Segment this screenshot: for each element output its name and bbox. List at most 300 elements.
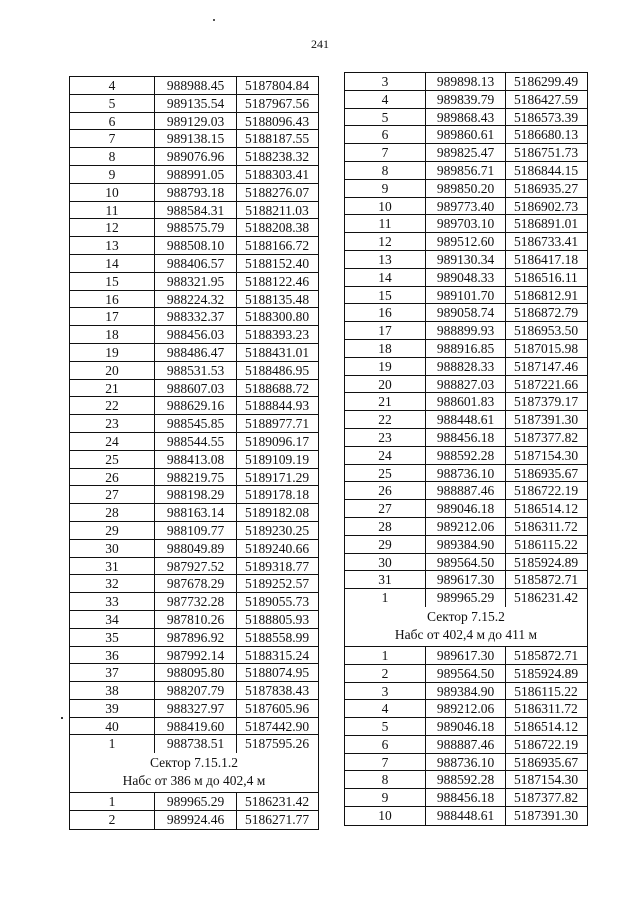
x-coordinate-cell: 987896.92 xyxy=(154,629,236,646)
table-row xyxy=(345,251,587,269)
rows-bottom xyxy=(345,647,587,825)
table-row xyxy=(345,340,587,358)
left-coordinates-table xyxy=(69,76,319,830)
y-coordinate-cell: 5188166.72 xyxy=(236,237,317,254)
x-coordinate-cell: 987810.26 xyxy=(154,611,236,628)
y-coordinate-cell: 5187154.30 xyxy=(505,771,586,788)
x-coordinate-cell: 989825.47 xyxy=(425,144,505,161)
x-coordinate-cell: 989850.20 xyxy=(425,180,505,197)
y-coordinate-cell: 5186680.13 xyxy=(505,126,586,143)
table-row xyxy=(345,144,587,162)
table-row xyxy=(70,130,318,148)
y-coordinate-cell: 5186514.12 xyxy=(505,718,586,735)
x-coordinate-cell: 988545.85 xyxy=(154,415,236,432)
y-coordinate-cell: 5189096.17 xyxy=(236,433,317,450)
point-number-cell: 28 xyxy=(105,505,119,521)
x-coordinate-cell: 988887.46 xyxy=(425,482,505,499)
section-subtitle: Набс от 402,4 м до 411 м xyxy=(394,626,538,642)
y-coordinate-cell: 5189171.29 xyxy=(236,469,317,486)
x-coordinate-cell: 989138.15 xyxy=(154,130,236,147)
point-number-cell: 29 xyxy=(105,522,119,538)
y-coordinate-cell: 5186844.15 xyxy=(505,162,586,179)
point-number-cell: 14 xyxy=(378,269,392,285)
x-coordinate-cell: 988095.80 xyxy=(154,664,236,681)
table-row xyxy=(70,718,318,736)
x-coordinate-cell: 989856.71 xyxy=(425,162,505,179)
y-coordinate-cell: 5187377.82 xyxy=(505,789,586,806)
x-coordinate-cell: 989512.60 xyxy=(425,233,505,250)
x-coordinate-cell: 987927.52 xyxy=(154,558,236,575)
table-row xyxy=(70,793,318,811)
table-row xyxy=(345,754,587,772)
table-row xyxy=(70,486,318,504)
section-heading xyxy=(70,753,318,793)
table-row xyxy=(345,287,587,305)
table-row xyxy=(70,540,318,558)
point-number-cell: 13 xyxy=(378,251,392,267)
table-row xyxy=(345,807,587,825)
x-coordinate-cell: 988198.29 xyxy=(154,486,236,503)
point-number-cell: 22 xyxy=(105,398,119,414)
table-row xyxy=(70,326,318,344)
table-row xyxy=(70,700,318,718)
point-number-cell: 19 xyxy=(105,344,119,360)
point-number-cell: 5 xyxy=(381,719,389,735)
point-number-cell: 2 xyxy=(108,812,116,828)
point-number-cell: 26 xyxy=(378,483,392,499)
table-row xyxy=(345,700,587,718)
x-coordinate-cell: 989773.40 xyxy=(425,198,505,215)
point-number-cell: 31 xyxy=(105,558,119,574)
point-number-cell: 35 xyxy=(105,629,119,645)
point-number-cell: 21 xyxy=(378,394,392,410)
section-title: Сектор 7.15.2 xyxy=(427,608,505,624)
y-coordinate-cell: 5188431.01 xyxy=(236,344,317,361)
y-coordinate-cell: 5187838.43 xyxy=(236,682,317,699)
table-row xyxy=(70,255,318,273)
y-coordinate-cell: 5187154.30 xyxy=(505,447,586,464)
x-coordinate-cell: 989868.43 xyxy=(425,109,505,126)
x-coordinate-cell: 988793.18 xyxy=(154,184,236,201)
table-row xyxy=(345,718,587,736)
point-number-cell: 37 xyxy=(105,665,119,681)
point-number-cell: 6 xyxy=(381,736,389,752)
y-coordinate-cell: 5188211.03 xyxy=(236,202,317,219)
y-coordinate-cell: 5186115.22 xyxy=(505,536,586,553)
y-coordinate-cell: 5188805.93 xyxy=(236,611,317,628)
point-number-cell: 4 xyxy=(381,91,389,107)
x-coordinate-cell: 988486.47 xyxy=(154,344,236,361)
point-number-cell: 33 xyxy=(105,594,119,610)
x-coordinate-cell: 988448.61 xyxy=(425,807,505,825)
x-coordinate-cell: 989130.34 xyxy=(425,251,505,268)
x-coordinate-cell: 988163.14 xyxy=(154,504,236,521)
x-coordinate-cell: 988327.97 xyxy=(154,700,236,717)
x-coordinate-cell: 989384.90 xyxy=(425,683,505,700)
table-row xyxy=(70,148,318,166)
x-coordinate-cell: 987732.28 xyxy=(154,593,236,610)
y-coordinate-cell: 5189182.08 xyxy=(236,504,317,521)
rows-top xyxy=(70,77,318,753)
y-coordinate-cell: 5186902.73 xyxy=(505,198,586,215)
x-coordinate-cell: 988049.89 xyxy=(154,540,236,557)
table-row xyxy=(345,589,587,607)
table-row xyxy=(70,219,318,237)
table-row xyxy=(345,269,587,287)
y-coordinate-cell: 5187391.30 xyxy=(505,411,586,428)
point-number-cell: 40 xyxy=(105,718,119,734)
point-number-cell: 1 xyxy=(108,736,116,752)
table-row xyxy=(345,109,587,127)
point-number-cell: 27 xyxy=(105,487,119,503)
x-coordinate-cell: 989046.18 xyxy=(425,500,505,517)
y-coordinate-cell: 5188096.43 xyxy=(236,113,317,130)
right-coordinates-table xyxy=(344,72,588,826)
scan-speck xyxy=(61,717,63,719)
table-row xyxy=(345,376,587,394)
y-coordinate-cell: 5186231.42 xyxy=(236,793,317,810)
y-coordinate-cell: 5188152.40 xyxy=(236,255,317,272)
table-row xyxy=(345,465,587,483)
table-row xyxy=(70,397,318,415)
x-coordinate-cell: 989965.29 xyxy=(425,589,505,607)
table-row xyxy=(70,575,318,593)
table-row xyxy=(345,482,587,500)
x-coordinate-cell: 989384.90 xyxy=(425,536,505,553)
table-row xyxy=(345,233,587,251)
point-number-cell: 19 xyxy=(378,358,392,374)
scan-speck xyxy=(213,19,215,21)
y-coordinate-cell: 5186891.01 xyxy=(505,215,586,232)
table-row xyxy=(345,736,587,754)
x-coordinate-cell: 988601.83 xyxy=(425,393,505,410)
table-row xyxy=(345,571,587,589)
point-number-cell: 11 xyxy=(378,216,392,232)
x-coordinate-cell: 988419.60 xyxy=(154,718,236,735)
x-coordinate-cell: 988406.57 xyxy=(154,255,236,272)
point-number-cell: 6 xyxy=(108,113,116,129)
y-coordinate-cell: 5187605.96 xyxy=(236,700,317,717)
table-row xyxy=(70,522,318,540)
rows-bottom xyxy=(70,793,318,829)
point-number-cell: 24 xyxy=(105,433,119,449)
x-coordinate-cell: 988592.28 xyxy=(425,447,505,464)
x-coordinate-cell: 988413.08 xyxy=(154,451,236,468)
table-row xyxy=(345,198,587,216)
x-coordinate-cell: 988531.53 xyxy=(154,362,236,379)
table-row xyxy=(70,273,318,291)
y-coordinate-cell: 5187015.98 xyxy=(505,340,586,357)
y-coordinate-cell: 5187379.17 xyxy=(505,393,586,410)
point-number-cell: 36 xyxy=(105,647,119,663)
y-coordinate-cell: 5189055.73 xyxy=(236,593,317,610)
point-number-cell: 18 xyxy=(105,327,119,343)
point-number-cell: 12 xyxy=(105,220,119,236)
point-number-cell: 17 xyxy=(378,323,392,339)
point-number-cell: 24 xyxy=(378,447,392,463)
table-row xyxy=(345,665,587,683)
y-coordinate-cell: 5189230.25 xyxy=(236,522,317,539)
point-number-cell: 3 xyxy=(381,683,389,699)
point-number-cell: 10 xyxy=(378,808,392,824)
table-row xyxy=(70,558,318,576)
table-row xyxy=(345,126,587,144)
table-row xyxy=(345,180,587,198)
y-coordinate-cell: 5185924.89 xyxy=(505,554,586,571)
x-coordinate-cell: 988109.77 xyxy=(154,522,236,539)
y-coordinate-cell: 5186231.42 xyxy=(505,589,586,607)
y-coordinate-cell: 5188208.38 xyxy=(236,219,317,236)
y-coordinate-cell: 5186417.18 xyxy=(505,251,586,268)
x-coordinate-cell: 988219.75 xyxy=(154,469,236,486)
x-coordinate-cell: 987678.29 xyxy=(154,575,236,592)
y-coordinate-cell: 5186311.72 xyxy=(505,700,586,717)
table-row xyxy=(70,647,318,665)
point-number-cell: 23 xyxy=(105,416,119,432)
point-number-cell: 39 xyxy=(105,700,119,716)
x-coordinate-cell: 988456.18 xyxy=(425,429,505,446)
point-number-cell: 8 xyxy=(381,772,389,788)
point-number-cell: 4 xyxy=(381,701,389,717)
y-coordinate-cell: 5186115.22 xyxy=(505,683,586,700)
table-row xyxy=(70,95,318,113)
y-coordinate-cell: 5187804.84 xyxy=(236,77,317,94)
y-coordinate-cell: 5186953.50 xyxy=(505,322,586,339)
y-coordinate-cell: 5189240.66 xyxy=(236,540,317,557)
table-row xyxy=(70,811,318,829)
section-title: Сектор 7.15.1.2 xyxy=(149,755,238,771)
y-coordinate-cell: 5186872.79 xyxy=(505,304,586,321)
x-coordinate-cell: 988207.79 xyxy=(154,682,236,699)
x-coordinate-cell: 989046.18 xyxy=(425,718,505,735)
table-row xyxy=(70,380,318,398)
point-number-cell: 16 xyxy=(105,291,119,307)
rows-top xyxy=(345,73,587,607)
point-number-cell: 15 xyxy=(378,287,392,303)
point-number-cell: 6 xyxy=(381,127,389,143)
table-row xyxy=(70,291,318,309)
table-row xyxy=(70,611,318,629)
y-coordinate-cell: 5189109.19 xyxy=(236,451,317,468)
y-coordinate-cell: 5186935.27 xyxy=(505,180,586,197)
table-row xyxy=(345,500,587,518)
y-coordinate-cell: 5186311.72 xyxy=(505,518,586,535)
point-number-cell: 30 xyxy=(378,554,392,570)
y-coordinate-cell: 5187967.56 xyxy=(236,95,317,112)
table-row xyxy=(345,789,587,807)
x-coordinate-cell: 989101.70 xyxy=(425,287,505,304)
x-coordinate-cell: 989703.10 xyxy=(425,215,505,232)
table-row xyxy=(345,73,587,91)
x-coordinate-cell: 989212.06 xyxy=(425,518,505,535)
table-row xyxy=(345,393,587,411)
y-coordinate-cell: 5187391.30 xyxy=(505,807,586,825)
y-coordinate-cell: 5188977.71 xyxy=(236,415,317,432)
table-row xyxy=(70,184,318,202)
point-number-cell: 10 xyxy=(105,184,119,200)
y-coordinate-cell: 5186516.11 xyxy=(505,269,586,286)
point-number-cell: 25 xyxy=(378,465,392,481)
point-number-cell: 7 xyxy=(108,131,116,147)
x-coordinate-cell: 989058.74 xyxy=(425,304,505,321)
y-coordinate-cell: 5189252.57 xyxy=(236,575,317,592)
y-coordinate-cell: 5185872.71 xyxy=(505,571,586,588)
x-coordinate-cell: 988828.33 xyxy=(425,358,505,375)
table-row xyxy=(345,162,587,180)
table-row xyxy=(345,771,587,789)
y-coordinate-cell: 5186935.67 xyxy=(505,465,586,482)
y-coordinate-cell: 5188688.72 xyxy=(236,380,317,397)
y-coordinate-cell: 5188486.95 xyxy=(236,362,317,379)
table-row xyxy=(345,411,587,429)
y-coordinate-cell: 5186514.12 xyxy=(505,500,586,517)
point-number-cell: 14 xyxy=(105,255,119,271)
x-coordinate-cell: 989898.13 xyxy=(425,73,505,90)
x-coordinate-cell: 989076.96 xyxy=(154,148,236,165)
point-number-cell: 5 xyxy=(381,109,389,125)
table-row xyxy=(70,593,318,611)
point-number-cell: 8 xyxy=(108,149,116,165)
point-number-cell: 15 xyxy=(105,273,119,289)
page-number: 241 xyxy=(311,37,329,51)
section-heading xyxy=(345,607,587,647)
point-number-cell: 22 xyxy=(378,412,392,428)
table-row xyxy=(70,308,318,326)
y-coordinate-cell: 5187147.46 xyxy=(505,358,586,375)
x-coordinate-cell: 989839.79 xyxy=(425,91,505,108)
point-number-cell: 26 xyxy=(105,469,119,485)
table-row xyxy=(70,664,318,682)
point-number-cell: 5 xyxy=(108,95,116,111)
x-coordinate-cell: 988321.95 xyxy=(154,273,236,290)
point-number-cell: 29 xyxy=(378,536,392,552)
table-row xyxy=(70,77,318,95)
x-coordinate-cell: 989617.30 xyxy=(425,647,505,664)
point-number-cell: 27 xyxy=(378,501,392,517)
table-row xyxy=(70,735,318,753)
table-row xyxy=(345,429,587,447)
y-coordinate-cell: 5186271.77 xyxy=(236,811,317,829)
x-coordinate-cell: 989965.29 xyxy=(154,793,236,810)
point-number-cell: 20 xyxy=(105,362,119,378)
point-number-cell: 7 xyxy=(381,145,389,161)
table-row xyxy=(70,504,318,522)
x-coordinate-cell: 988736.10 xyxy=(425,754,505,771)
x-coordinate-cell: 988887.46 xyxy=(425,736,505,753)
point-number-cell: 7 xyxy=(381,754,389,770)
y-coordinate-cell: 5188315.24 xyxy=(236,647,317,664)
table-row xyxy=(345,322,587,340)
table-row xyxy=(345,647,587,665)
table-row xyxy=(70,469,318,487)
y-coordinate-cell: 5188187.55 xyxy=(236,130,317,147)
x-coordinate-cell: 988916.85 xyxy=(425,340,505,357)
table-row xyxy=(70,451,318,469)
y-coordinate-cell: 5186733.41 xyxy=(505,233,586,250)
point-number-cell: 23 xyxy=(378,429,392,445)
table-row xyxy=(70,237,318,255)
point-number-cell: 13 xyxy=(105,238,119,254)
point-number-cell: 1 xyxy=(381,590,389,606)
x-coordinate-cell: 988592.28 xyxy=(425,771,505,788)
table-row xyxy=(345,518,587,536)
y-coordinate-cell: 5188844.93 xyxy=(236,397,317,414)
x-coordinate-cell: 988544.55 xyxy=(154,433,236,450)
point-number-cell: 1 xyxy=(108,794,116,810)
y-coordinate-cell: 5188393.23 xyxy=(236,326,317,343)
y-coordinate-cell: 5188135.48 xyxy=(236,291,317,308)
x-coordinate-cell: 988607.03 xyxy=(154,380,236,397)
table-row xyxy=(70,629,318,647)
y-coordinate-cell: 5186299.49 xyxy=(505,73,586,90)
point-number-cell: 4 xyxy=(108,78,116,93)
x-coordinate-cell: 987992.14 xyxy=(154,647,236,664)
y-coordinate-cell: 5187595.26 xyxy=(236,735,317,753)
y-coordinate-cell: 5186722.19 xyxy=(505,736,586,753)
table-row xyxy=(345,304,587,322)
point-number-cell: 30 xyxy=(105,540,119,556)
x-coordinate-cell: 988738.51 xyxy=(154,735,236,753)
x-coordinate-cell: 988575.79 xyxy=(154,219,236,236)
x-coordinate-cell: 989048.33 xyxy=(425,269,505,286)
point-number-cell: 18 xyxy=(378,340,392,356)
x-coordinate-cell: 988332.37 xyxy=(154,308,236,325)
x-coordinate-cell: 988827.03 xyxy=(425,376,505,393)
x-coordinate-cell: 989564.50 xyxy=(425,554,505,571)
y-coordinate-cell: 5187221.66 xyxy=(505,376,586,393)
y-coordinate-cell: 5188300.80 xyxy=(236,308,317,325)
point-number-cell: 12 xyxy=(378,234,392,250)
point-number-cell: 32 xyxy=(105,576,119,592)
point-number-cell: 28 xyxy=(378,518,392,534)
y-coordinate-cell: 5186722.19 xyxy=(505,482,586,499)
table-row xyxy=(345,215,587,233)
y-coordinate-cell: 5186427.59 xyxy=(505,91,586,108)
x-coordinate-cell: 988584.31 xyxy=(154,202,236,219)
y-coordinate-cell: 5186812.91 xyxy=(505,287,586,304)
point-number-cell: 9 xyxy=(108,166,116,182)
table-row xyxy=(345,536,587,554)
x-coordinate-cell: 989924.46 xyxy=(154,811,236,829)
y-coordinate-cell: 5185924.89 xyxy=(505,665,586,682)
point-number-cell: 11 xyxy=(105,202,119,218)
x-coordinate-cell: 988456.03 xyxy=(154,326,236,343)
y-coordinate-cell: 5188122.46 xyxy=(236,273,317,290)
point-number-cell: 21 xyxy=(105,380,119,396)
point-number-cell: 31 xyxy=(378,572,392,588)
table-row xyxy=(345,447,587,465)
y-coordinate-cell: 5188558.99 xyxy=(236,629,317,646)
table-row xyxy=(70,202,318,220)
x-coordinate-cell: 989617.30 xyxy=(425,571,505,588)
point-number-cell: 17 xyxy=(105,309,119,325)
x-coordinate-cell: 988991.05 xyxy=(154,166,236,183)
y-coordinate-cell: 5189318.77 xyxy=(236,558,317,575)
x-coordinate-cell: 989860.61 xyxy=(425,126,505,143)
y-coordinate-cell: 5185872.71 xyxy=(505,647,586,664)
table-row xyxy=(345,683,587,701)
table-row xyxy=(345,554,587,572)
point-number-cell: 9 xyxy=(381,790,389,806)
x-coordinate-cell: 988988.45 xyxy=(154,77,236,94)
table-row xyxy=(70,113,318,131)
x-coordinate-cell: 989564.50 xyxy=(425,665,505,682)
y-coordinate-cell: 5186573.39 xyxy=(505,109,586,126)
y-coordinate-cell: 5189178.18 xyxy=(236,486,317,503)
point-number-cell: 1 xyxy=(381,647,389,663)
y-coordinate-cell: 5186751.73 xyxy=(505,144,586,161)
section-subtitle: Набс от 386 м до 402,4 м xyxy=(122,773,266,789)
